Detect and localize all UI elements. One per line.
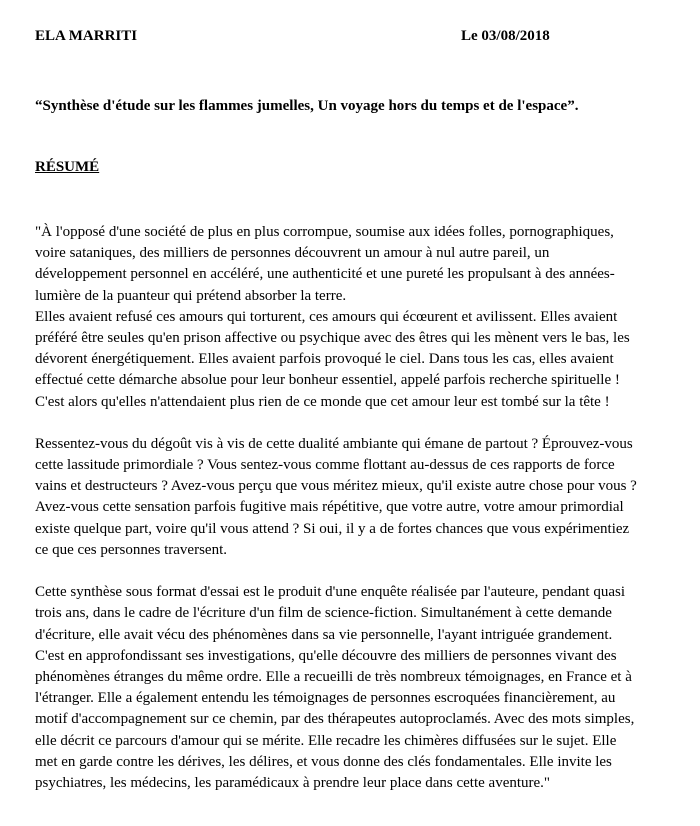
- text-line: l'étranger. Elle a également entendu les témoignages de personnes escroquées financièrement, au: [35, 690, 616, 707]
- paragraph-gap: [35, 561, 685, 582]
- text-line: elle décrit ce parcours d'amour qui se mérite. Elle recadre les chimères diffusées sur le sujet. Elle: [35, 732, 617, 749]
- text-line: cette lassitude primordiale ? Vous sentez-vous comme flottant au-dessus de ces rapports de force: [35, 457, 615, 474]
- text-line: met en garde contre les dérives, les délires, et vous donne des clés fondamentales. Elle invite les: [35, 753, 612, 770]
- document-page: [35, 28, 685, 791]
- paragraph-gap: [35, 413, 685, 434]
- document-header: [35, 28, 685, 50]
- text-line: Ressentez-vous du dégoût vis à vis de cette dualité ambiante qui émane de partout ? Éprouvez-vous: [35, 435, 633, 452]
- author-name: ELA MARRITI: [35, 28, 138, 44]
- text-line: C'est en approfondissant ses investigations, qu'elle découvre des milliers de personnes vivant des: [35, 647, 617, 664]
- text-line: C'est alors qu'elles n'attendaient plus rien de ce monde que cet amour leur est tombé sur la tête !: [35, 393, 610, 410]
- text-line: d'écriture, elle avait vécu des phénomènes dans sa vie personnelle, l'ayant intriguée grandement.: [35, 626, 613, 643]
- text-line: phénomènes étranges du même ordre. Elle a recueilli de très nombreux témoignages, en France et à: [35, 668, 632, 685]
- text-line: "À l'opposé d'une société de plus en plus corrompue, soumise aux idées folles, pornographiques,: [35, 224, 614, 240]
- paragraph: [35, 582, 685, 794]
- text-line: effectué cette démarche absolue pour leur bonheur essentiel, appelé parfois recherche spirituelle !: [35, 372, 620, 389]
- paragraph: [35, 222, 685, 413]
- summary-body: [35, 222, 685, 794]
- text-line: vains et destructeurs ? Avez-vous perçu que vous méritez mieux, qu'il existe autre chose pour vous ?: [35, 478, 637, 495]
- text-line: lumière de la puanteur qui prétend absorber la terre.: [35, 287, 347, 304]
- text-line: motif d'accompagnement sur ce chemin, par des thérapeutes autoproclamés. Avec des mots simples,: [35, 711, 635, 728]
- document-title: “Synthèse d'étude sur les flammes jumelles, Un voyage hors du temps et de l'espace”.: [35, 98, 579, 114]
- text-line: existe quelque part, voire qu'il vous attend ? Si oui, il y a de fortes chances que vous expérimentiez: [35, 520, 630, 537]
- text-line: préféré être seules qu'en prison affective ou psychique avec des êtres qui les mènent vers le bas, les: [35, 329, 630, 346]
- text-line: trois ans, dans le cadre de l'écriture d'un film de science-fiction. Simultanément à cette demande: [35, 605, 612, 622]
- text-line: Cette synthèse sous format d'essai est le produit d'une enquête réalisée par l'auteure, pendant quasi: [35, 584, 626, 601]
- paragraph: [35, 434, 685, 561]
- text-line: ce que ces personnes traversent.: [35, 541, 227, 558]
- document-date: Le 03/08/2018: [461, 28, 550, 44]
- text-line: voire sataniques, des milliers de personnes découvrent un amour à nul autre pareil, un: [35, 245, 550, 262]
- text-line: dévorent énergétiquement. Elles avaient parfois provoqué le ciel. Dans tous les cas, elles avaient: [35, 351, 614, 368]
- text-line: psychiatres, les médecins, les paramédicaux à prendre leur place dans cette aventure.": [35, 774, 551, 791]
- text-line: Avez-vous cette sensation parfois fugitive mais répétitive, que votre autre, votre amour primordial: [35, 499, 624, 516]
- text-line: Elles avaient refusé ces amours qui torturent, ces amours qui écœurent et avilissent. Elles avaient: [35, 308, 618, 325]
- section-heading: RÉSUMÉ: [35, 159, 100, 175]
- text-line: développement personnel en accéléré, une authenticité et une pureté les propulsant à des années-: [35, 266, 615, 283]
